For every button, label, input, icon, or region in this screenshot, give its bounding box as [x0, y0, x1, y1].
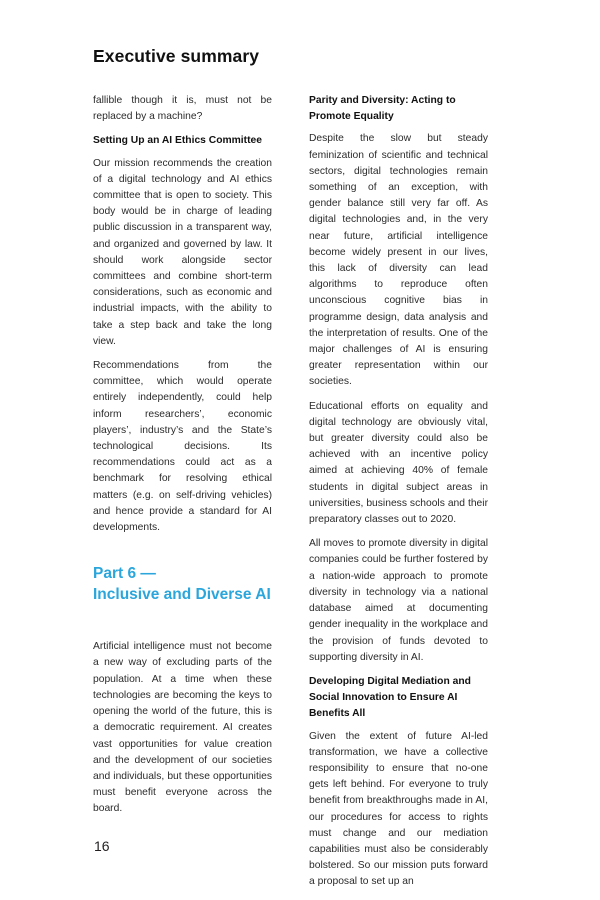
ethics-committee-paragraph-1: Our mission recommends the creation of a digital technology and AI ethics committee that is open to society. This body would be in charge of leading public discussion in a transparent way, and organized and governed by law. It should work alongside sector committees and combine short-term considerations, such as economic and industrial impacts, with the ability to take a step back and take the long view.	[93, 157, 272, 347]
ethics-committee-heading: Setting Up an AI Ethics Committee	[93, 135, 262, 147]
parity-diversity-paragraph-1: Despite the slow but steady feminization of scientific and technical sectors, digital technologies remain something of an exception, with gender balance still very far off. As digital technologies and, in the very near future, artificial intelligence become widely present in our lives, this lack of diversity can lead algorithms to reproduce often unconscious cognitive bias in programme design, data analysis and the interpretation of results. One of the major challenges of AI is ensuring greater representation within our societies.	[309, 133, 488, 388]
digital-mediation-heading: Developing Digital Mediation and Social Innovation to Ensure AI Benefits All	[309, 675, 471, 720]
part-number: Part 6 —	[93, 565, 156, 583]
intro-continuation-paragraph: fallible though it is, must not be replaced by a machine?	[93, 95, 272, 123]
part-heading	[93, 563, 272, 605]
right-column	[309, 93, 488, 899]
page-title: Executive summary	[93, 46, 260, 66]
ethics-committee-paragraph-2: Recommendations from the committee, which would operate entirely independently, could help inform researchers’, economic players’, industry’s and the State’s technological decisions. Its recommendations could act as a benchmark for resolving ethical matters (e.g. on self-driving vehicles) and hence provide a standard for AI developments.	[93, 360, 272, 534]
digital-mediation-paragraph-1: Given the extent of future AI-led transformation, we have a collective responsibility to ensure that no-one gets left behind. For everyone to truly benefit from breakthroughs made in AI, our procedures for access to rights must change and our mediation capabilities must also be considerably bolstered. So our mission puts forward a proposal to set up an	[309, 730, 488, 888]
left-column	[93, 93, 272, 826]
parity-diversity-paragraph-2: Educational efforts on equality and digital technology are obviously vital, but greater diversity could also be achieved with an incentive policy aimed at achieving 40% of female students in digital subject areas in universities, business schools and their preparatory classes out to 2020.	[309, 400, 488, 526]
part-title: Inclusive and Diverse AI	[93, 586, 271, 604]
parity-diversity-paragraph-3: All moves to promote diversity in digital companies could be further fostered by a nation-wide approach to promote diversity in technology via a national database aimed at documenting gender inequality in the workplace and the provision of funds devoted to supporting diversity in AI.	[309, 538, 488, 663]
page-number: 16	[94, 838, 110, 854]
part-intro-paragraph: Artificial intelligence must not become a new way of excluding parts of the population. At a time when these technologies are becoming the keys to opening the world of the future, this is a democratic requirement. AI creates vast opportunities for value creation and the development of our societies and individuals, but these opportunities must benefit everyone across the board.	[93, 641, 272, 815]
parity-diversity-heading: Parity and Diversity: Acting to Promote Equality	[309, 95, 456, 123]
